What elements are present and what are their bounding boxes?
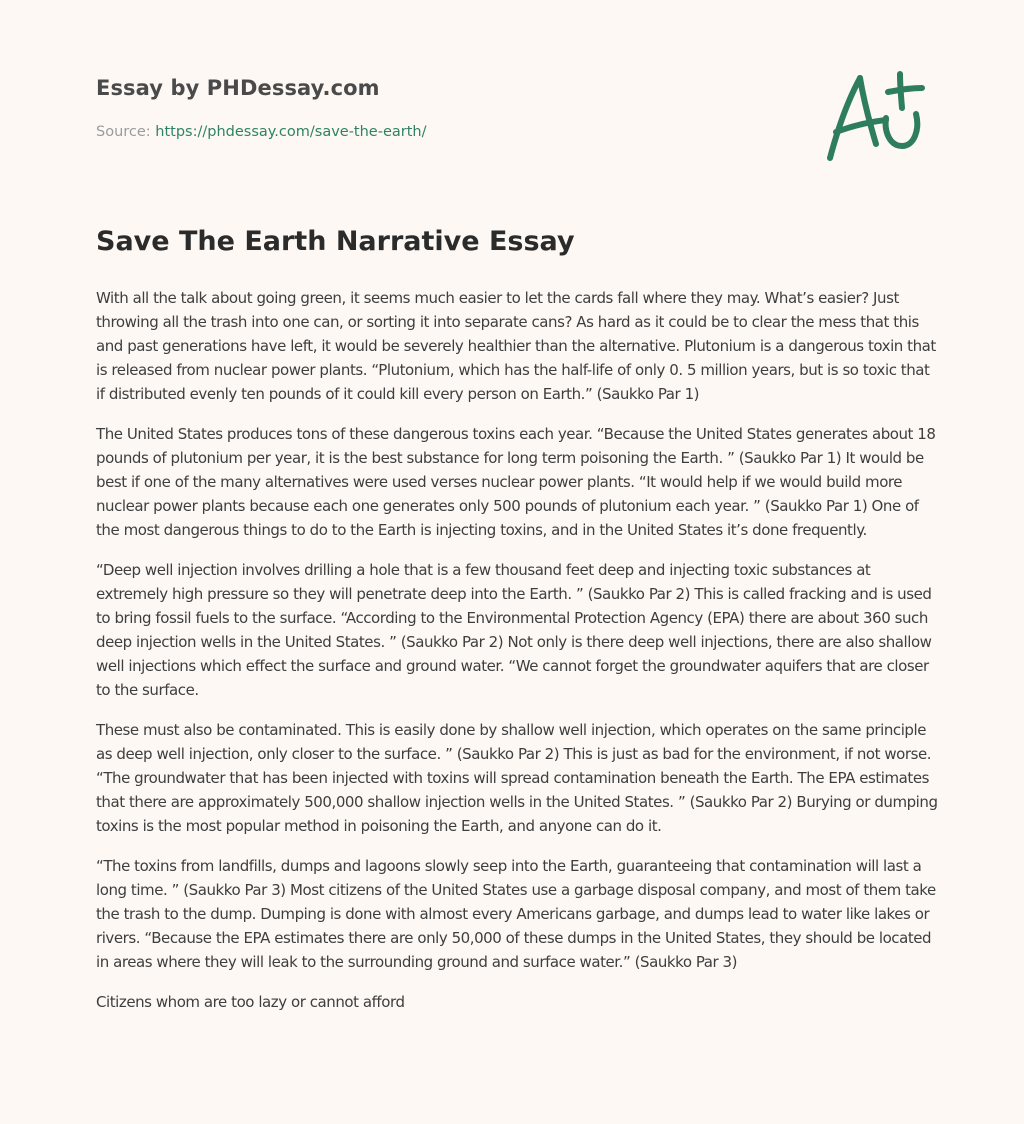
source-line — [96, 124, 427, 140]
essay-paragraph: The United States produces tons of these dangerous toxins each year. “Because the United States generates about 18 pounds of plutonium per year, it is the best substance for long term poisoning the Earth. ” (Saukko Par 1) It would be best if one of the many alternatives were used verses nuclear power plants. “It would help if we would build more nuclear power plants because each one generates only 500 pounds of plutonium each year. ” (Saukko Par 1) One of the most dangerous things to do to the Earth is injecting toxins, and in the United States it’s done frequently. — [96, 425, 936, 539]
source-link[interactable]: https://phdessay.com/save-the-earth/ — [155, 124, 427, 140]
source-label: Source: — [96, 124, 156, 140]
essay-paragraph: Citizens whom are too lazy or cannot afford — [96, 993, 405, 1011]
essay-paragraph: “The toxins from landfills, dumps and lagoons slowly seep into the Earth, guaranteeing that contamination will last a long time. ” (Saukko Par 3) Most citizens of the United States use a garbage disposal company, and most of them take the trash to the dump. Dumping is done with almost every Americans garbage, and dumps lead to water like lakes or rivers. “Because the EPA estimates there are only 50,000 of these dumps in the United States, they should be located in areas where they will leak to the surrounding ground and surface water.” (Saukko Par 3) — [96, 857, 936, 971]
essay-paragraph: “Deep well injection involves drilling a hole that is a few thousand feet deep and injecting toxic substances at extremely high pressure so they will penetrate deep into the Earth. ” (Saukko Par 2) This is called fracking and is used to bring fossil fuels to the surface. “According to the Environmental Protection Agency (EPA) there are about 360 such deep injection wells in the United States. ” (Saukko Par 2) Not only is there deep well injections, there are also shallow well injections which effect the surface and ground water. “We cannot forget the groundwater aquifers that are closer to the surface. — [96, 561, 932, 699]
essay-paragraph: With all the talk about going green, it seems much easier to let the cards fall where they may. What’s easier? Just throwing all the trash into one can, or sorting it into separate cans? As hard as it could be to clear the mess that this and past generations have left, it would be severely healthier than the alternative. Plutonium is a dangerous toxin that is released from nuclear power plants. “Plutonium, which has the half-life of only 0. 5 million years, but is so toxic that if distributed evenly ten pounds of it could kill every person on Earth.” (Saukko Par 1) — [96, 289, 936, 403]
a-plus-logo — [822, 66, 930, 166]
essay-title: Save The Earth Narrative Essay — [96, 226, 575, 257]
site-title: Essay by PHDessay.com — [96, 76, 380, 100]
essay-body — [96, 286, 938, 1030]
essay-paragraph: These must also be contaminated. This is easily done by shallow well injection, which operates on the same principle as deep well injection, only closer to the surface. ” (Saukko Par 2) This is just as bad for the environment, if not worse. “The groundwater that has been injected with toxins will spread contamination beneath the Earth. The EPA estimates that there are approximately 500,000 shallow injection wells in the United States. ” (Saukko Par 2) Burying or dumping toxins is the most popular method in poisoning the Earth, and anyone can do it. — [96, 721, 938, 835]
